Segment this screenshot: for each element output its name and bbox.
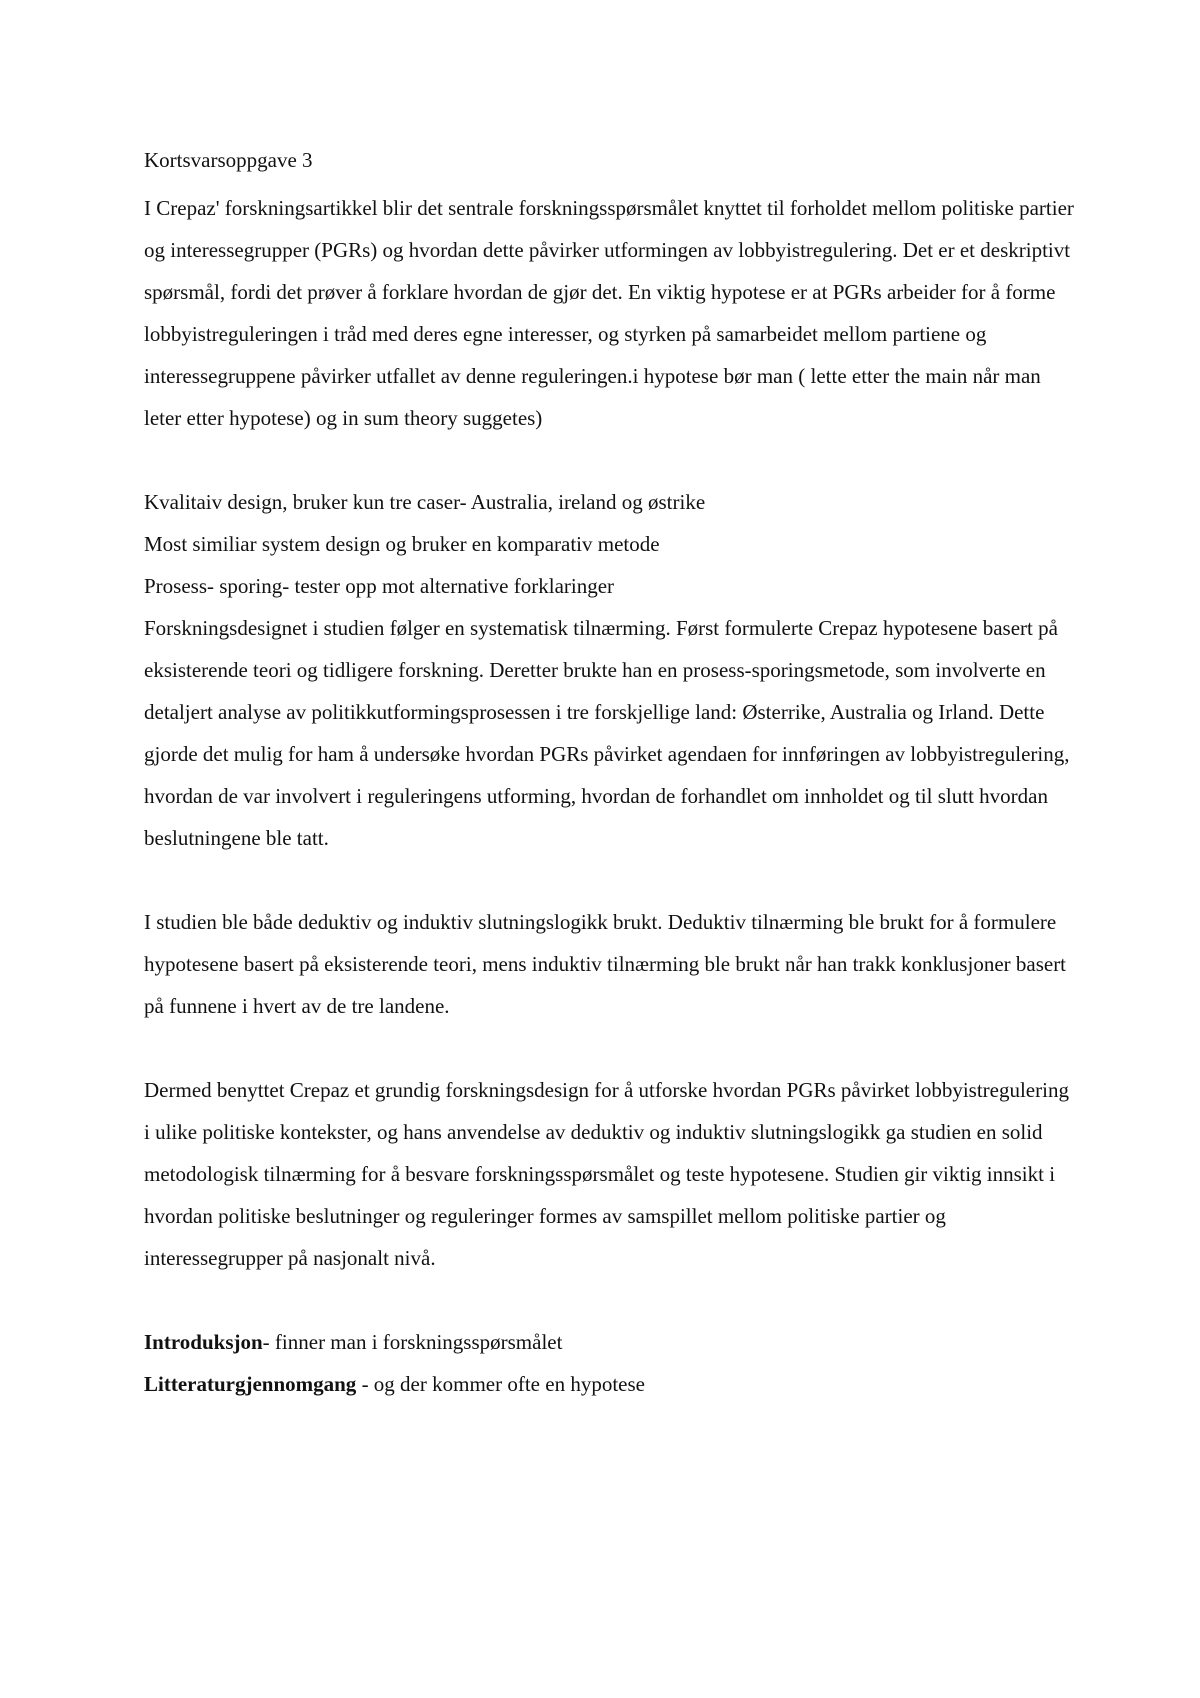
document-page xyxy=(144,139,1079,1405)
paragraph-research-design: Forskningsdesignet i studien følger en systematisk tilnærming. Først formulerte Crepaz hypotesene basert på eksisterende teori og tidligere forskning. Deretter brukte han en prosess-sporingsmetode, som involverte en detaljert analyse av politikkutformingsprosessen i tre forskjellige land: Østerrike, Australia og Irland. Dette gjorde det mulig for ham å undersøke hvordan PGRs påvirket agendaen for innføringen av lobbyistregulering, hvordan de var involvert i reguleringens utforming, hvordan de forhandlet om innholdet og til slutt hvordan beslutningene ble tatt. xyxy=(144,616,1070,850)
term-literature-review: Litteraturgjennomgang xyxy=(144,1372,357,1396)
text-literature-review: - og der kommer ofte en hypotese xyxy=(356,1372,645,1396)
spacer xyxy=(144,439,1079,481)
spacer xyxy=(144,1027,1079,1069)
line-qualitative-design: Kvalitaiv design, bruker kun tre caser- Australia, ireland og østrike xyxy=(144,490,706,514)
paragraph-research-question: I Crepaz' forskningsartikkel blir det sentrale forskningsspørsmålet knyttet til forholdet mellom politiske partier og interessegrupper (PGRs) og hvordan dette påvirker utformingen av lobbyistregulering. Det er et deskriptivt spørsmål, fordi det prøver å forklare hvordan de gjør det. En viktig hypotese er at PGRs arbeider for å forme lobbyistreguleringen i tråd med deres egne interesser, og styrken på samarbeidet mellom partiene og interessegruppene påvirker utfallet av denne reguleringen.i hypotese bør man ( lette etter the main når man leter etter hypotese) og in sum theory suggetes) xyxy=(144,196,1074,430)
paragraph-inference-logic: I studien ble både deduktiv og induktiv slutningslogikk brukt. Deduktiv tilnærming ble brukt for å formulere hypotesene basert på eksisterende teori, mens induktiv tilnærming ble brukt når han trakk konklusjoner basert på funnene i hvert av de tre landene. xyxy=(144,910,1067,1018)
line-introduction xyxy=(144,1321,1079,1363)
spacer xyxy=(144,859,1079,901)
line-process-tracing: Prosess- sporing- tester opp mot alternative forklaringer xyxy=(144,574,615,598)
spacer xyxy=(144,1279,1079,1321)
text-introduction: - finner man i forskningsspørsmålet xyxy=(262,1330,563,1354)
line-most-similar-system: Most similiar system design og bruker en komparativ metode xyxy=(144,532,660,556)
document-title: Kortsvarsoppgave 3 xyxy=(144,148,313,172)
line-literature-review xyxy=(144,1363,1079,1405)
paragraph-conclusion: Dermed benyttet Crepaz et grundig forskningsdesign for å utforske hvordan PGRs påvirket lobbyistregulering i ulike politiske kontekster, og hans anvendelse av deduktiv og induktiv slutningslogikk ga studien en solid metodologisk tilnærming for å besvare forskningsspørsmålet og teste hypotesene. Studien gir viktig innsikt i hvordan politiske beslutninger og reguleringer formes av samspillet mellom politiske partier og interessegrupper på nasjonalt nivå. xyxy=(144,1078,1069,1270)
term-introduction: Introduksjon xyxy=(144,1330,263,1354)
